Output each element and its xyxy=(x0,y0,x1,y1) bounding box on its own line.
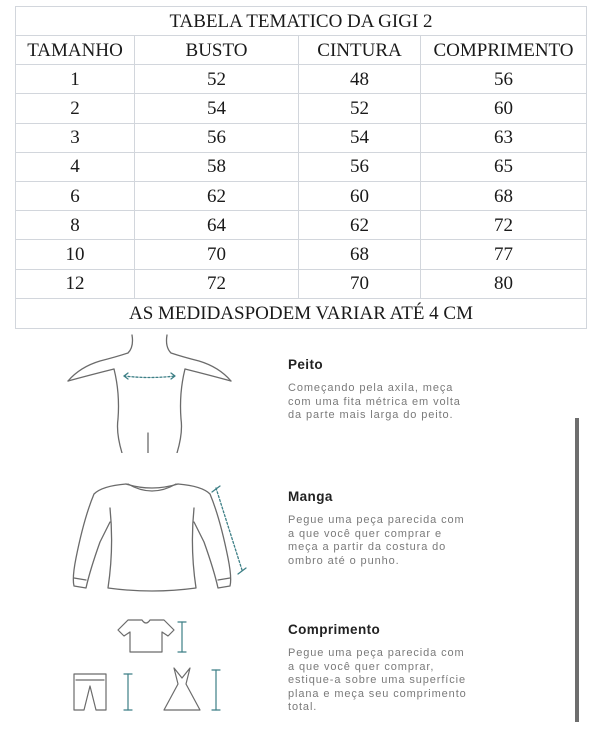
cell-busto: 62 xyxy=(135,181,299,210)
comprimento-line: Pegue uma peça parecida com xyxy=(288,647,465,659)
table-row xyxy=(16,65,587,94)
table-row xyxy=(16,181,587,210)
table-note: AS MEDIDASPODEM VARIAR ATÉ 4 CM xyxy=(16,298,587,328)
manga-title: Manga xyxy=(288,489,333,504)
table-row xyxy=(16,152,587,181)
cell-busto: 58 xyxy=(135,152,299,181)
sleeve-illustration xyxy=(66,478,251,603)
cell-comprimento: 63 xyxy=(421,123,587,152)
column-header-cintura: CINTURA xyxy=(299,36,421,65)
comprimento-description xyxy=(288,647,558,715)
comprimento-line: plana e meça seu comprimento xyxy=(288,687,467,700)
size-table xyxy=(15,6,587,329)
column-header-busto: BUSTO xyxy=(135,36,299,65)
comprimento-title: Comprimento xyxy=(288,622,381,637)
cell-busto: 70 xyxy=(135,240,299,269)
table-note-row xyxy=(16,298,587,328)
table-row xyxy=(16,123,587,152)
column-header-tamanho: TAMANHO xyxy=(16,36,135,65)
cell-comprimento: 65 xyxy=(421,152,587,181)
cell-comprimento: 60 xyxy=(421,94,587,123)
cell-comprimento: 68 xyxy=(421,181,587,210)
table-row xyxy=(16,211,587,240)
manga-line: a que você quer comprar e xyxy=(288,527,442,540)
cell-cintura: 52 xyxy=(299,94,421,123)
table-title-row xyxy=(16,7,587,36)
manga-guide xyxy=(288,489,558,568)
cell-comprimento: 56 xyxy=(421,65,587,94)
peito-line: com uma fita métrica em volta xyxy=(288,395,461,408)
comprimento-line: total. xyxy=(288,701,318,714)
table-title: TABELA TEMATICO DA GIGI 2 xyxy=(16,7,587,36)
cell-busto: 64 xyxy=(135,211,299,240)
cell-tamanho: 1 xyxy=(16,65,135,94)
cell-busto: 56 xyxy=(135,123,299,152)
table-row xyxy=(16,240,587,269)
cell-cintura: 60 xyxy=(299,181,421,210)
cell-cintura: 56 xyxy=(299,152,421,181)
peito-guide xyxy=(288,357,558,423)
cell-busto: 72 xyxy=(135,269,299,298)
cell-cintura: 70 xyxy=(299,269,421,298)
cell-tamanho: 2 xyxy=(16,94,135,123)
cell-tamanho: 12 xyxy=(16,269,135,298)
manga-line: meça a partir da costura do xyxy=(288,541,447,554)
table-body xyxy=(16,65,587,299)
column-header-comprimento: COMPRIMENTO xyxy=(421,36,587,65)
side-divider-bar xyxy=(575,418,579,722)
chest-illustration xyxy=(62,333,237,453)
manga-description xyxy=(288,514,558,568)
cell-tamanho: 4 xyxy=(16,152,135,181)
cell-tamanho: 6 xyxy=(16,181,135,210)
peito-line: Começando pela axila, meça xyxy=(288,382,454,394)
cell-cintura: 48 xyxy=(299,65,421,94)
table-row xyxy=(16,269,587,298)
comprimento-guide xyxy=(288,622,558,715)
manga-line: Pegue uma peça parecida com xyxy=(288,514,465,526)
table-row xyxy=(16,94,587,123)
length-illustration xyxy=(70,612,235,722)
comprimento-line: a que você quer comprar, xyxy=(288,660,435,673)
cell-comprimento: 72 xyxy=(421,211,587,240)
manga-line: ombro até o punho. xyxy=(288,554,400,567)
cell-cintura: 62 xyxy=(299,211,421,240)
cell-tamanho: 3 xyxy=(16,123,135,152)
comprimento-line: estique-a sobre uma superfície xyxy=(288,674,467,687)
cell-tamanho: 8 xyxy=(16,211,135,240)
cell-comprimento: 80 xyxy=(421,269,587,298)
cell-busto: 52 xyxy=(135,65,299,94)
peito-title: Peito xyxy=(288,357,324,372)
cell-busto: 54 xyxy=(135,94,299,123)
cell-cintura: 68 xyxy=(299,240,421,269)
cell-tamanho: 10 xyxy=(16,240,135,269)
cell-comprimento: 77 xyxy=(421,240,587,269)
cell-cintura: 54 xyxy=(299,123,421,152)
peito-description xyxy=(288,382,558,423)
table-header-row xyxy=(16,36,587,65)
peito-line: da parte mais larga do peito. xyxy=(288,409,454,422)
